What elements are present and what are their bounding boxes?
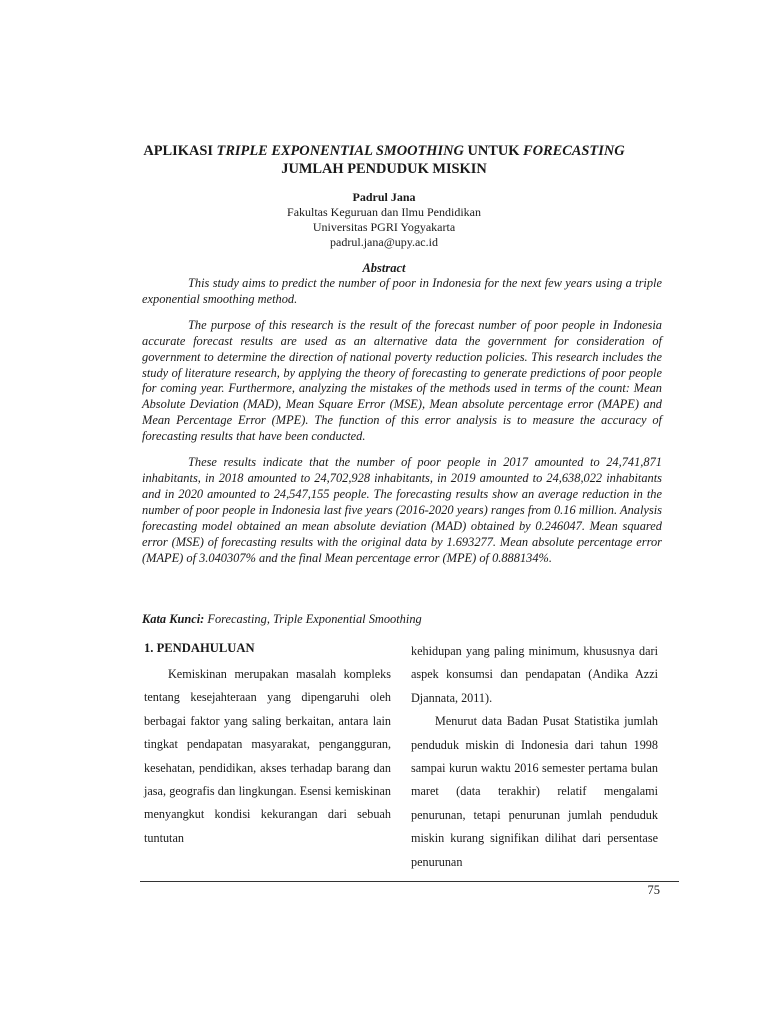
footer-rule — [140, 881, 679, 882]
body-paragraph: Menurut data Badan Pusat Statistika jumlah penduduk miskin di Indonesia dari tahun 1998 sampai kurun waktu 2016 semester pertama bulan maret (data terakhir) relatif mengalami penurunan, tetapi penurunan jumlah penduduk miskin kurang signifikan dilihat dari persentase penurunan — [411, 714, 658, 869]
paper-title — [110, 142, 658, 178]
body-column-right — [411, 640, 658, 874]
abstract-paragraph: The purpose of this research is the result of the forecast number of poor people in Indonesia accurate forecast results are used as an alternative data the government for consideration of government to determine the direction of national poverty reduction policies. This research includes the study of literature research, by applying the theory of forecasting to generate predictions of poor people for coming year. Furthermore, analyzing the mistakes of the methods used in terms of the count: Mean Absolute Deviation (MAD), Mean Square Error (MSE), Mean absolute percentage error (MAPE) and Mean Percentage Error (MPE). The function of this error analysis is to measure the accuracy of forecasting results that have been conducted. — [142, 317, 662, 444]
abstract-paragraph: These results indicate that the number of poor people in 2017 amounted to 24,741,871 inhabitants, in 2018 amounted to 24,702,928 inhabitants, in 2019 amounted to 24,638,022 inhabitants and in 2020 amounted to 24,547,155 people. The forecasting results show an average reduction in the number of poor people in Indonesia last five years (2016-2020 years) ranges from 0.16 million. Analysis forecasting model obtained an mean absolute deviation (MAD) obtained by 0.246047. Mean squared error (MSE) of forecasting results with the original data by 1.693277. Mean absolute percentage error (MAPE) of 3.040307% and the final Mean percentage error (MPE) of 0.888134%. — [142, 455, 662, 565]
author-block — [200, 190, 568, 250]
keywords-label: Kata Kunci: — [142, 612, 205, 626]
author-university: Universitas PGRI Yogyakarta — [312, 220, 456, 234]
author-name: Padrul Jana — [352, 190, 416, 204]
keywords — [142, 611, 662, 627]
title-text-forecasting: FORECASTING — [523, 143, 625, 159]
abstract-heading: Abstract — [362, 261, 406, 275]
author-faculty: Fakultas Keguruan dan Ilmu Pendidikan — [287, 205, 481, 219]
section-heading: 1. PENDAHULUAN — [144, 641, 255, 655]
page-number: 75 — [647, 883, 660, 897]
keywords-text: Forecasting, Triple Exponential Smoothing — [204, 612, 422, 626]
body-column-left — [144, 640, 391, 850]
title-text-aplikasi: APLIKASI — [143, 143, 217, 159]
title-text-method: TRIPLE EXPONENTIAL SMOOTHING — [216, 143, 464, 159]
abstract-body — [142, 276, 662, 576]
abstract-paragraph: This study aims to predict the number of poor in Indonesia for the next few years using a triple exponential smoothing method. — [142, 276, 662, 306]
author-email: padrul.jana@upy.ac.id — [330, 235, 438, 249]
title-line-2: JUMLAH PENDUDUK MISKIN — [281, 161, 487, 177]
body-paragraph: kehidupan yang paling minimum, khususnya dari aspek konsumsi dan pendapatan (Andika Azzi Djannata, 2011). — [411, 644, 658, 705]
body-paragraph: Kemiskinan merupakan masalah kompleks tentang kesejahteraan yang dipengaruhi oleh berbagai faktor yang saling berkaitan, antara lain tingkat pendapatan masyarakat, pengangguran, kesehatan, pendidikan, akses terhadap barang dan jasa, geografis dan lingkungan. Esensi kemiskinan menyangkut kondisi kekurangan dari sebuah tuntutan — [144, 667, 391, 845]
title-text-untuk: UNTUK — [463, 143, 524, 159]
